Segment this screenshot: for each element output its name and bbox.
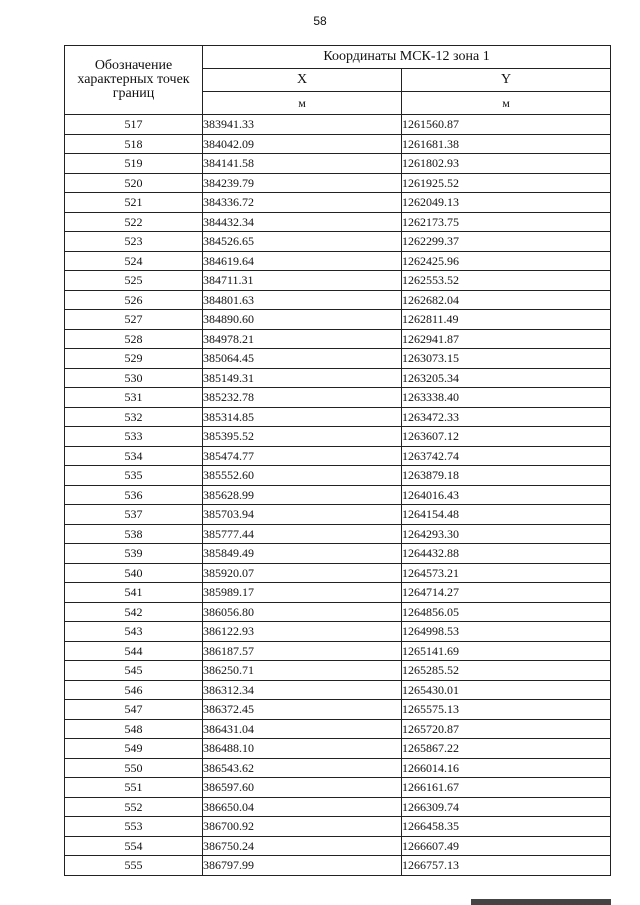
x-coordinate-cell: 384336.72 [203, 193, 402, 213]
y-coordinate-cell: 1265867.22 [402, 739, 611, 759]
table-row [65, 836, 611, 856]
table-row [65, 427, 611, 447]
table-row [65, 563, 611, 583]
point-id-cell: 539 [65, 544, 203, 564]
x-coordinate-cell: 386372.45 [203, 700, 402, 720]
table-row [65, 544, 611, 564]
x-coordinate-cell: 384978.21 [203, 329, 402, 349]
x-coordinate-cell: 384619.64 [203, 251, 402, 271]
x-coordinate-cell: 386488.10 [203, 739, 402, 759]
table-row [65, 485, 611, 505]
point-id-cell: 553 [65, 817, 203, 837]
table-row [65, 154, 611, 174]
y-coordinate-cell: 1264432.88 [402, 544, 611, 564]
table-row [65, 641, 611, 661]
table-row [65, 407, 611, 427]
point-id-cell: 518 [65, 134, 203, 154]
point-id-cell: 534 [65, 446, 203, 466]
point-id-cell: 522 [65, 212, 203, 232]
y-unit-label: м [402, 92, 611, 115]
x-coordinate-cell: 385989.17 [203, 583, 402, 603]
table-row [65, 446, 611, 466]
y-coordinate-cell: 1266607.49 [402, 836, 611, 856]
y-coordinate-cell: 1263073.15 [402, 349, 611, 369]
table-row [65, 310, 611, 330]
x-coordinate-cell: 385064.45 [203, 349, 402, 369]
point-id-cell: 552 [65, 797, 203, 817]
x-coordinate-cell: 384890.60 [203, 310, 402, 330]
table-row [65, 388, 611, 408]
y-coordinate-cell: 1262553.52 [402, 271, 611, 291]
point-id-cell: 524 [65, 251, 203, 271]
table-row [65, 602, 611, 622]
y-coordinate-cell: 1263607.12 [402, 427, 611, 447]
y-coordinate-cell: 1263205.34 [402, 368, 611, 388]
point-id-cell: 551 [65, 778, 203, 798]
point-designation-header: Обозначение характерных точек границ [65, 46, 203, 115]
table-row [65, 173, 611, 193]
x-coordinate-cell: 383941.33 [203, 115, 402, 135]
x-coordinate-cell: 386543.62 [203, 758, 402, 778]
table-row [65, 719, 611, 739]
table-row [65, 856, 611, 876]
y-coordinate-cell: 1265720.87 [402, 719, 611, 739]
point-id-cell: 554 [65, 836, 203, 856]
point-id-cell: 533 [65, 427, 203, 447]
x-coordinate-cell: 384526.65 [203, 232, 402, 252]
point-id-cell: 555 [65, 856, 203, 876]
table-row [65, 232, 611, 252]
y-coordinate-cell: 1262682.04 [402, 290, 611, 310]
y-coordinate-cell: 1262299.37 [402, 232, 611, 252]
x-coordinate-cell: 386650.04 [203, 797, 402, 817]
y-coordinate-cell: 1266161.67 [402, 778, 611, 798]
point-id-cell: 540 [65, 563, 203, 583]
y-coordinate-cell: 1265575.13 [402, 700, 611, 720]
point-id-cell: 519 [65, 154, 203, 174]
y-coordinate-cell: 1263742.74 [402, 446, 611, 466]
scan-edge-mark [471, 899, 611, 905]
x-coordinate-cell: 385777.44 [203, 524, 402, 544]
table-row [65, 700, 611, 720]
y-coordinate-cell: 1263472.33 [402, 407, 611, 427]
x-coordinate-cell: 386431.04 [203, 719, 402, 739]
y-coordinate-cell: 1262811.49 [402, 310, 611, 330]
x-coordinate-cell: 385474.77 [203, 446, 402, 466]
point-id-cell: 550 [65, 758, 203, 778]
point-id-cell: 548 [65, 719, 203, 739]
table-row [65, 739, 611, 759]
x-coordinate-cell: 386187.57 [203, 641, 402, 661]
table-row [65, 778, 611, 798]
point-id-cell: 545 [65, 661, 203, 681]
y-coordinate-cell: 1264856.05 [402, 602, 611, 622]
point-id-cell: 525 [65, 271, 203, 291]
table-row [65, 583, 611, 603]
coordinate-system-header: Координаты МСК-12 зона 1 [203, 46, 611, 69]
point-id-cell: 517 [65, 115, 203, 135]
point-id-cell: 528 [65, 329, 203, 349]
point-id-cell: 547 [65, 700, 203, 720]
table-row [65, 134, 611, 154]
x-coordinate-cell: 385849.49 [203, 544, 402, 564]
y-coordinate-cell: 1266458.35 [402, 817, 611, 837]
point-id-cell: 543 [65, 622, 203, 642]
table-body [65, 115, 611, 876]
table-row [65, 212, 611, 232]
y-coordinate-cell: 1266757.13 [402, 856, 611, 876]
x-coordinate-cell: 385920.07 [203, 563, 402, 583]
table-row [65, 115, 611, 135]
point-id-cell: 538 [65, 524, 203, 544]
y-coordinate-cell: 1265285.52 [402, 661, 611, 681]
table-row [65, 622, 611, 642]
page-number: 58 [313, 14, 327, 28]
x-coordinate-cell: 385552.60 [203, 466, 402, 486]
x-coordinate-cell: 384801.63 [203, 290, 402, 310]
point-id-cell: 531 [65, 388, 203, 408]
table-row [65, 758, 611, 778]
table-row [65, 817, 611, 837]
point-id-cell: 527 [65, 310, 203, 330]
x-coordinate-cell: 386056.80 [203, 602, 402, 622]
y-coordinate-cell: 1262425.96 [402, 251, 611, 271]
x-unit-label: м [203, 92, 402, 115]
x-coordinate-cell: 386250.71 [203, 661, 402, 681]
x-coordinate-cell: 385395.52 [203, 427, 402, 447]
y-coordinate-cell: 1261925.52 [402, 173, 611, 193]
x-coordinate-cell: 385703.94 [203, 505, 402, 525]
y-coordinate-cell: 1262941.87 [402, 329, 611, 349]
point-id-cell: 530 [65, 368, 203, 388]
table-row [65, 661, 611, 681]
y-coordinate-cell: 1262173.75 [402, 212, 611, 232]
point-id-cell: 532 [65, 407, 203, 427]
y-coordinate-cell: 1264293.30 [402, 524, 611, 544]
y-coordinate-cell: 1266014.16 [402, 758, 611, 778]
table-row [65, 251, 611, 271]
y-coordinate-cell: 1264016.43 [402, 485, 611, 505]
point-id-cell: 537 [65, 505, 203, 525]
x-coordinate-cell: 384239.79 [203, 173, 402, 193]
x-coordinate-cell: 386700.92 [203, 817, 402, 837]
y-coordinate-cell: 1263338.40 [402, 388, 611, 408]
y-coordinate-cell: 1265430.01 [402, 680, 611, 700]
table-header [65, 46, 611, 115]
point-id-cell: 536 [65, 485, 203, 505]
y-coordinate-cell: 1261802.93 [402, 154, 611, 174]
x-coordinate-cell: 385628.99 [203, 485, 402, 505]
y-coordinate-cell: 1263879.18 [402, 466, 611, 486]
x-coordinate-cell: 386597.60 [203, 778, 402, 798]
table-row [65, 290, 611, 310]
y-coordinate-cell: 1264998.53 [402, 622, 611, 642]
x-column-header: X [203, 69, 402, 92]
table-row [65, 505, 611, 525]
point-id-cell: 549 [65, 739, 203, 759]
point-id-cell: 520 [65, 173, 203, 193]
point-id-cell: 542 [65, 602, 203, 622]
table-row [65, 466, 611, 486]
table-row [65, 524, 611, 544]
y-coordinate-cell: 1264573.21 [402, 563, 611, 583]
y-coordinate-cell: 1265141.69 [402, 641, 611, 661]
y-coordinate-cell: 1266309.74 [402, 797, 611, 817]
point-id-cell: 529 [65, 349, 203, 369]
point-id-cell: 544 [65, 641, 203, 661]
point-id-cell: 535 [65, 466, 203, 486]
y-coordinate-cell: 1264154.48 [402, 505, 611, 525]
y-column-header: Y [402, 69, 611, 92]
x-coordinate-cell: 385232.78 [203, 388, 402, 408]
table-row [65, 349, 611, 369]
y-coordinate-cell: 1261681.38 [402, 134, 611, 154]
coordinates-table [64, 45, 611, 876]
x-coordinate-cell: 386797.99 [203, 856, 402, 876]
x-coordinate-cell: 386312.34 [203, 680, 402, 700]
y-coordinate-cell: 1261560.87 [402, 115, 611, 135]
x-coordinate-cell: 385314.85 [203, 407, 402, 427]
point-id-cell: 521 [65, 193, 203, 213]
table-row [65, 680, 611, 700]
x-coordinate-cell: 384432.34 [203, 212, 402, 232]
table-row [65, 797, 611, 817]
x-coordinate-cell: 385149.31 [203, 368, 402, 388]
table-row [65, 329, 611, 349]
y-coordinate-cell: 1264714.27 [402, 583, 611, 603]
x-coordinate-cell: 386122.93 [203, 622, 402, 642]
table-row [65, 193, 611, 213]
x-coordinate-cell: 384711.31 [203, 271, 402, 291]
point-id-cell: 541 [65, 583, 203, 603]
table-row [65, 271, 611, 291]
x-coordinate-cell: 384042.09 [203, 134, 402, 154]
point-id-cell: 546 [65, 680, 203, 700]
y-coordinate-cell: 1262049.13 [402, 193, 611, 213]
table-row [65, 368, 611, 388]
point-id-cell: 523 [65, 232, 203, 252]
x-coordinate-cell: 386750.24 [203, 836, 402, 856]
x-coordinate-cell: 384141.58 [203, 154, 402, 174]
point-id-cell: 526 [65, 290, 203, 310]
